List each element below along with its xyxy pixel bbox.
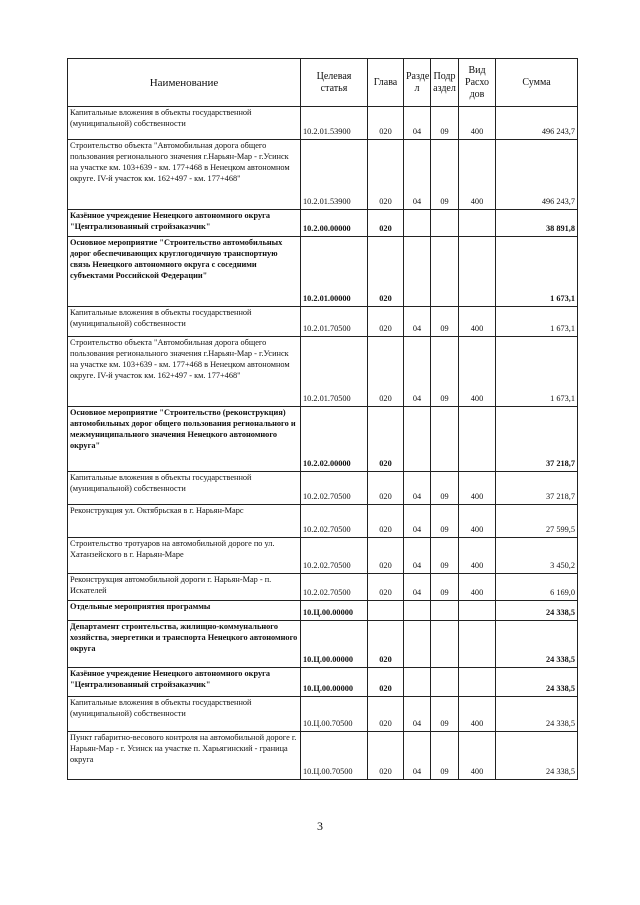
header-subsection: Подр аздел xyxy=(431,59,459,107)
row-section-cell xyxy=(404,407,431,472)
row-name-cell: Строительство тротуаров на автомобильной дороге по ул. Хатанзейского в г. Нарьян-Маре xyxy=(68,538,301,574)
row-subsection-cell xyxy=(431,237,459,307)
row-target-code-cell: 10.2.01.53900 xyxy=(301,107,368,140)
row-section-cell: 04 xyxy=(404,538,431,574)
row-section-cell xyxy=(404,210,431,237)
table-row xyxy=(68,697,578,732)
row-expense-type-cell: 400 xyxy=(459,140,496,210)
row-target-code-cell: 10.2.01.70500 xyxy=(301,307,368,337)
table-row xyxy=(68,337,578,407)
row-expense-type-cell xyxy=(459,621,496,668)
row-expense-type-cell: 400 xyxy=(459,697,496,732)
row-section-cell: 04 xyxy=(404,307,431,337)
row-target-code-cell: 10.2.01.00000 xyxy=(301,237,368,307)
row-name-cell: Отдельные мероприятия программы xyxy=(68,601,301,621)
row-subsection-cell xyxy=(431,668,459,697)
row-section-cell: 04 xyxy=(404,472,431,505)
row-target-code-cell: 10.2.02.70500 xyxy=(301,538,368,574)
row-subsection-cell: 09 xyxy=(431,107,459,140)
row-subsection-cell: 09 xyxy=(431,732,459,780)
row-subsection-cell: 09 xyxy=(431,472,459,505)
row-target-code-cell: 10.2.02.70500 xyxy=(301,472,368,505)
row-expense-type-cell: 400 xyxy=(459,337,496,407)
row-sum-cell: 496 243,7 xyxy=(496,140,578,210)
row-chapter-cell: 020 xyxy=(368,107,404,140)
row-section-cell: 04 xyxy=(404,574,431,601)
row-name-cell: Реконструкция автомобильной дороги г. Нарьян-Мар - п. Искателей xyxy=(68,574,301,601)
table-row xyxy=(68,574,578,601)
row-expense-type-cell xyxy=(459,237,496,307)
row-subsection-cell xyxy=(431,210,459,237)
row-name-cell: Капитальные вложения в объекты государственной (муниципальной) собственности xyxy=(68,472,301,505)
table-body xyxy=(68,107,578,780)
row-section-cell: 04 xyxy=(404,697,431,732)
row-subsection-cell: 09 xyxy=(431,574,459,601)
row-target-code-cell: 10.Ц.00.00000 xyxy=(301,668,368,697)
row-subsection-cell: 09 xyxy=(431,697,459,732)
row-sum-cell: 496 243,7 xyxy=(496,107,578,140)
row-chapter-cell: 020 xyxy=(368,732,404,780)
table-row xyxy=(68,210,578,237)
row-sum-cell: 37 218,7 xyxy=(496,407,578,472)
row-chapter-cell xyxy=(368,601,404,621)
row-subsection-cell: 09 xyxy=(431,337,459,407)
row-chapter-cell: 020 xyxy=(368,538,404,574)
row-sum-cell: 24 338,5 xyxy=(496,621,578,668)
row-chapter-cell: 020 xyxy=(368,210,404,237)
row-chapter-cell: 020 xyxy=(368,337,404,407)
table-row xyxy=(68,505,578,538)
row-name-cell: Казённое учреждение Ненецкого автономного округа "Централизованный стройзаказчик" xyxy=(68,210,301,237)
row-expense-type-cell xyxy=(459,601,496,621)
table-row xyxy=(68,407,578,472)
header-expense-type: Вид Расхо дов xyxy=(459,59,496,107)
page-number: 3 xyxy=(317,819,323,833)
row-sum-cell: 1 673,1 xyxy=(496,307,578,337)
row-expense-type-cell: 400 xyxy=(459,107,496,140)
row-chapter-cell: 020 xyxy=(368,621,404,668)
table-row xyxy=(68,601,578,621)
row-target-code-cell: 10.2.02.00000 xyxy=(301,407,368,472)
row-expense-type-cell: 400 xyxy=(459,307,496,337)
row-section-cell: 04 xyxy=(404,505,431,538)
row-section-cell xyxy=(404,601,431,621)
table-header xyxy=(68,59,578,107)
row-section-cell: 04 xyxy=(404,337,431,407)
row-sum-cell: 24 338,5 xyxy=(496,668,578,697)
row-name-cell: Капитальные вложения в объекты государственной (муниципальной) собственности xyxy=(68,307,301,337)
table-row xyxy=(68,237,578,307)
row-sum-cell: 1 673,1 xyxy=(496,337,578,407)
row-target-code-cell: 10.2.01.53900 xyxy=(301,140,368,210)
row-target-code-cell: 10.Ц.00.70500 xyxy=(301,732,368,780)
row-sum-cell: 27 599,5 xyxy=(496,505,578,538)
table-row xyxy=(68,732,578,780)
row-sum-cell: 6 169,0 xyxy=(496,574,578,601)
row-name-cell: Пункт габаритно-весового контроля на автомобильной дороге г. Нарьян-Мар - г. Усинск на участке п. Харьягинский - граница округа xyxy=(68,732,301,780)
row-sum-cell: 3 450,2 xyxy=(496,538,578,574)
row-subsection-cell: 09 xyxy=(431,505,459,538)
row-expense-type-cell xyxy=(459,210,496,237)
row-target-code-cell: 10.2.02.70500 xyxy=(301,505,368,538)
row-name-cell: Капитальные вложения в объекты государственной (муниципальной) собственности xyxy=(68,107,301,140)
row-chapter-cell: 020 xyxy=(368,407,404,472)
header-sum: Сумма xyxy=(496,59,578,107)
row-subsection-cell: 09 xyxy=(431,538,459,574)
row-target-code-cell: 10.Ц.00.70500 xyxy=(301,697,368,732)
header-target-article: Целевая статья xyxy=(301,59,368,107)
row-subsection-cell xyxy=(431,621,459,668)
row-expense-type-cell: 400 xyxy=(459,574,496,601)
row-section-cell xyxy=(404,668,431,697)
row-expense-type-cell: 400 xyxy=(459,538,496,574)
row-sum-cell: 24 338,5 xyxy=(496,697,578,732)
row-sum-cell: 24 338,5 xyxy=(496,732,578,780)
row-target-code-cell: 10.2.00.00000 xyxy=(301,210,368,237)
row-section-cell xyxy=(404,237,431,307)
table-row xyxy=(68,538,578,574)
row-sum-cell: 38 891,8 xyxy=(496,210,578,237)
row-target-code-cell: 10.Ц.00.00000 xyxy=(301,621,368,668)
table-row xyxy=(68,140,578,210)
row-subsection-cell: 09 xyxy=(431,307,459,337)
row-sum-cell: 1 673,1 xyxy=(496,237,578,307)
row-chapter-cell: 020 xyxy=(368,307,404,337)
row-subsection-cell xyxy=(431,407,459,472)
table-row xyxy=(68,307,578,337)
row-expense-type-cell: 400 xyxy=(459,732,496,780)
row-subsection-cell: 09 xyxy=(431,140,459,210)
row-chapter-cell: 020 xyxy=(368,237,404,307)
row-subsection-cell xyxy=(431,601,459,621)
row-target-code-cell: 10.2.01.70500 xyxy=(301,337,368,407)
row-expense-type-cell xyxy=(459,668,496,697)
row-sum-cell: 37 218,7 xyxy=(496,472,578,505)
row-expense-type-cell: 400 xyxy=(459,505,496,538)
row-chapter-cell: 020 xyxy=(368,505,404,538)
row-name-cell: Основное мероприятие "Строительство автомобильных дорог обеспечивающих круглогодичную транспортную связь Ненецкого автономного округа с соседними субъектами Российской Федерации" xyxy=(68,237,301,307)
row-name-cell: Капитальные вложения в объекты государственной (муниципальной) собственности xyxy=(68,697,301,732)
row-sum-cell: 24 338,5 xyxy=(496,601,578,621)
table-row xyxy=(68,472,578,505)
table-row xyxy=(68,668,578,697)
row-name-cell: Строительство объекта "Автомобильная дорога общего пользования регионального значения г.Нарьян-Мар - г.Усинск на участке км. 103+639 - км. 177+468 в Ненецком автономном округе. IV-й участок км. 162+497 - км. 177+468" xyxy=(68,337,301,407)
row-name-cell: Казённое учреждение Ненецкого автономного округа "Централизованный стройзаказчик" xyxy=(68,668,301,697)
header-chapter: Глава xyxy=(368,59,404,107)
row-chapter-cell: 020 xyxy=(368,668,404,697)
row-section-cell: 04 xyxy=(404,107,431,140)
row-section-cell xyxy=(404,621,431,668)
header-section: Разде л xyxy=(404,59,431,107)
row-name-cell: Основное мероприятие "Строительство (реконструкция) автомобильных дорог общего пользования регионального и межмуниципального значения Ненецкого автономного округа" xyxy=(68,407,301,472)
row-expense-type-cell: 400 xyxy=(459,472,496,505)
table-row xyxy=(68,107,578,140)
row-name-cell: Реконструкция ул. Октябрьская в г. Нарьян-Марс xyxy=(68,505,301,538)
row-name-cell: Департамент строительства, жилищно-коммунального хозяйства, энергетики и транспорта Ненецкого автономного округа xyxy=(68,621,301,668)
row-target-code-cell: 10.Ц.00.00000 xyxy=(301,601,368,621)
table-row xyxy=(68,621,578,668)
budget-table xyxy=(67,58,578,780)
row-chapter-cell: 020 xyxy=(368,574,404,601)
header-name: Наименование xyxy=(68,59,301,107)
row-name-cell: Строительство объекта "Автомобильная дорога общего пользования регионального значения г.Нарьян-Мар - г.Усинск на участке км. 103+639 - км. 177+468 в Ненецком автономном округе. IV-й участок км. 162+497 - км. 177+468" xyxy=(68,140,301,210)
row-chapter-cell: 020 xyxy=(368,140,404,210)
row-section-cell: 04 xyxy=(404,140,431,210)
row-chapter-cell: 020 xyxy=(368,472,404,505)
row-target-code-cell: 10.2.02.70500 xyxy=(301,574,368,601)
row-chapter-cell: 020 xyxy=(368,697,404,732)
row-section-cell: 04 xyxy=(404,732,431,780)
row-expense-type-cell xyxy=(459,407,496,472)
